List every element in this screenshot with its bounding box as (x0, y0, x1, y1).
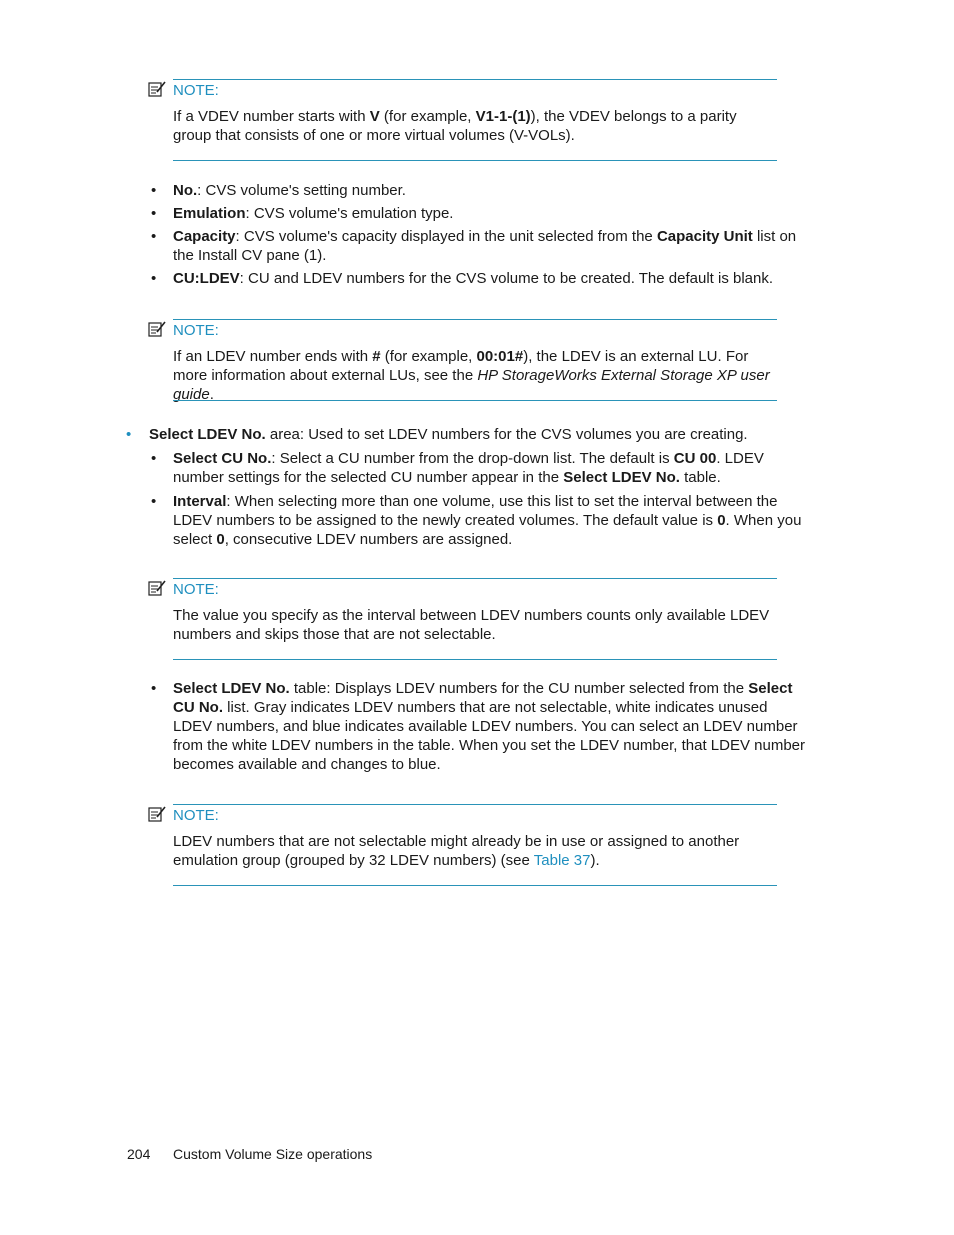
page-number: 204 (127, 1146, 151, 1162)
note-pad-icon (147, 805, 167, 823)
note-box-external-lu (147, 319, 777, 401)
bullet-dot: • (151, 680, 157, 697)
list-item: • Select CU No.: Select a CU number from the drop-down list. The default is CU 00. LDEV number settings for the selected CU number appear in the Select LDEV No. table. (151, 450, 764, 486)
select-ldev-table-list (150, 679, 805, 774)
note-pad-icon (147, 320, 167, 338)
bullet-dot: • (126, 426, 132, 443)
bullet-dot: • (151, 450, 157, 467)
note-box-interval (147, 578, 777, 660)
list-item: • CU:LDEV: CU and LDEV numbers for the CVS volume to be created. The default is blank. (151, 270, 774, 287)
column-description-list (150, 181, 805, 288)
note-bottom-rule (173, 885, 777, 886)
note-box-emulation-group (147, 804, 777, 886)
chapter-title: Custom Volume Size operations (173, 1146, 373, 1162)
page-footer (127, 1145, 372, 1163)
list-item: • Interval: When selecting more than one volume, use this list to set the interval between the LDEV numbers to be assigned to the newly created volumes. The default value is 0. When you select 0, consecutive LDEV numbers are assigned. (151, 493, 802, 548)
note-heading: NOTE: (173, 807, 219, 824)
list-item: • No.: CVS volume's setting number. (151, 182, 406, 199)
note-pad-icon (147, 579, 167, 597)
bullet-dot: • (151, 205, 157, 222)
note-body: If a VDEV number starts with V (for example, V1-1-(1)), the VDEV belongs to a parity group that consists of one or more virtual volumes (V-VOLs). (173, 108, 737, 144)
note-top-rule (173, 578, 777, 579)
list-item: • Emulation: CVS volume's emulation type. (151, 205, 454, 222)
note-body: If an LDEV number ends with # (for example, 00:01#), the LDEV is an external LU. For more information about external LUs, see the HP StorageWorks External Storage XP user guide. (173, 348, 770, 403)
list-item: • Select LDEV No. table: Displays LDEV numbers for the CU number selected from the Select CU No. list. Gray indicates LDEV numbers that are not selectable, white indicates unused LDEV numbers, and blue indicates available LDEV numbers. You can select an LDEV number from the white LDEV numbers in the table. When you set the LDEV number, that LDEV number becomes available and changes to blue. (151, 680, 805, 773)
note-bottom-rule (173, 400, 777, 401)
note-bottom-rule (173, 659, 777, 660)
section-text: Select LDEV No. area: Used to set LDEV numbers for the CVS volumes you are creating. (149, 426, 748, 443)
note-top-rule (173, 804, 777, 805)
note-heading: NOTE: (173, 322, 219, 339)
note-heading: NOTE: (173, 82, 219, 99)
table-37-link[interactable]: Table 37 (533, 852, 591, 869)
bullet-dot: • (151, 493, 157, 510)
list-item: • Capacity: CVS volume's capacity displayed in the unit selected from the Capacity Unit list on the Install CV pane (1). (151, 228, 797, 264)
note-top-rule (173, 79, 777, 80)
bullet-dot: • (151, 270, 157, 287)
note-heading: NOTE: (173, 581, 219, 598)
note-body: LDEV numbers that are not selectable might already be in use or assigned to another emulation group (grouped by 32 LDEV numbers) (see Table 37). (173, 833, 740, 869)
note-top-rule (173, 319, 777, 320)
note-box-vdev (147, 79, 777, 161)
select-ldev-area-list (150, 449, 805, 549)
note-body: The value you specify as the interval between LDEV numbers counts only available LDEV numbers and skips those that are not selectable. (173, 607, 770, 643)
note-bottom-rule (173, 160, 777, 161)
bullet-dot: • (151, 182, 157, 199)
bullet-dot: • (151, 228, 157, 245)
note-pad-icon (147, 80, 167, 98)
